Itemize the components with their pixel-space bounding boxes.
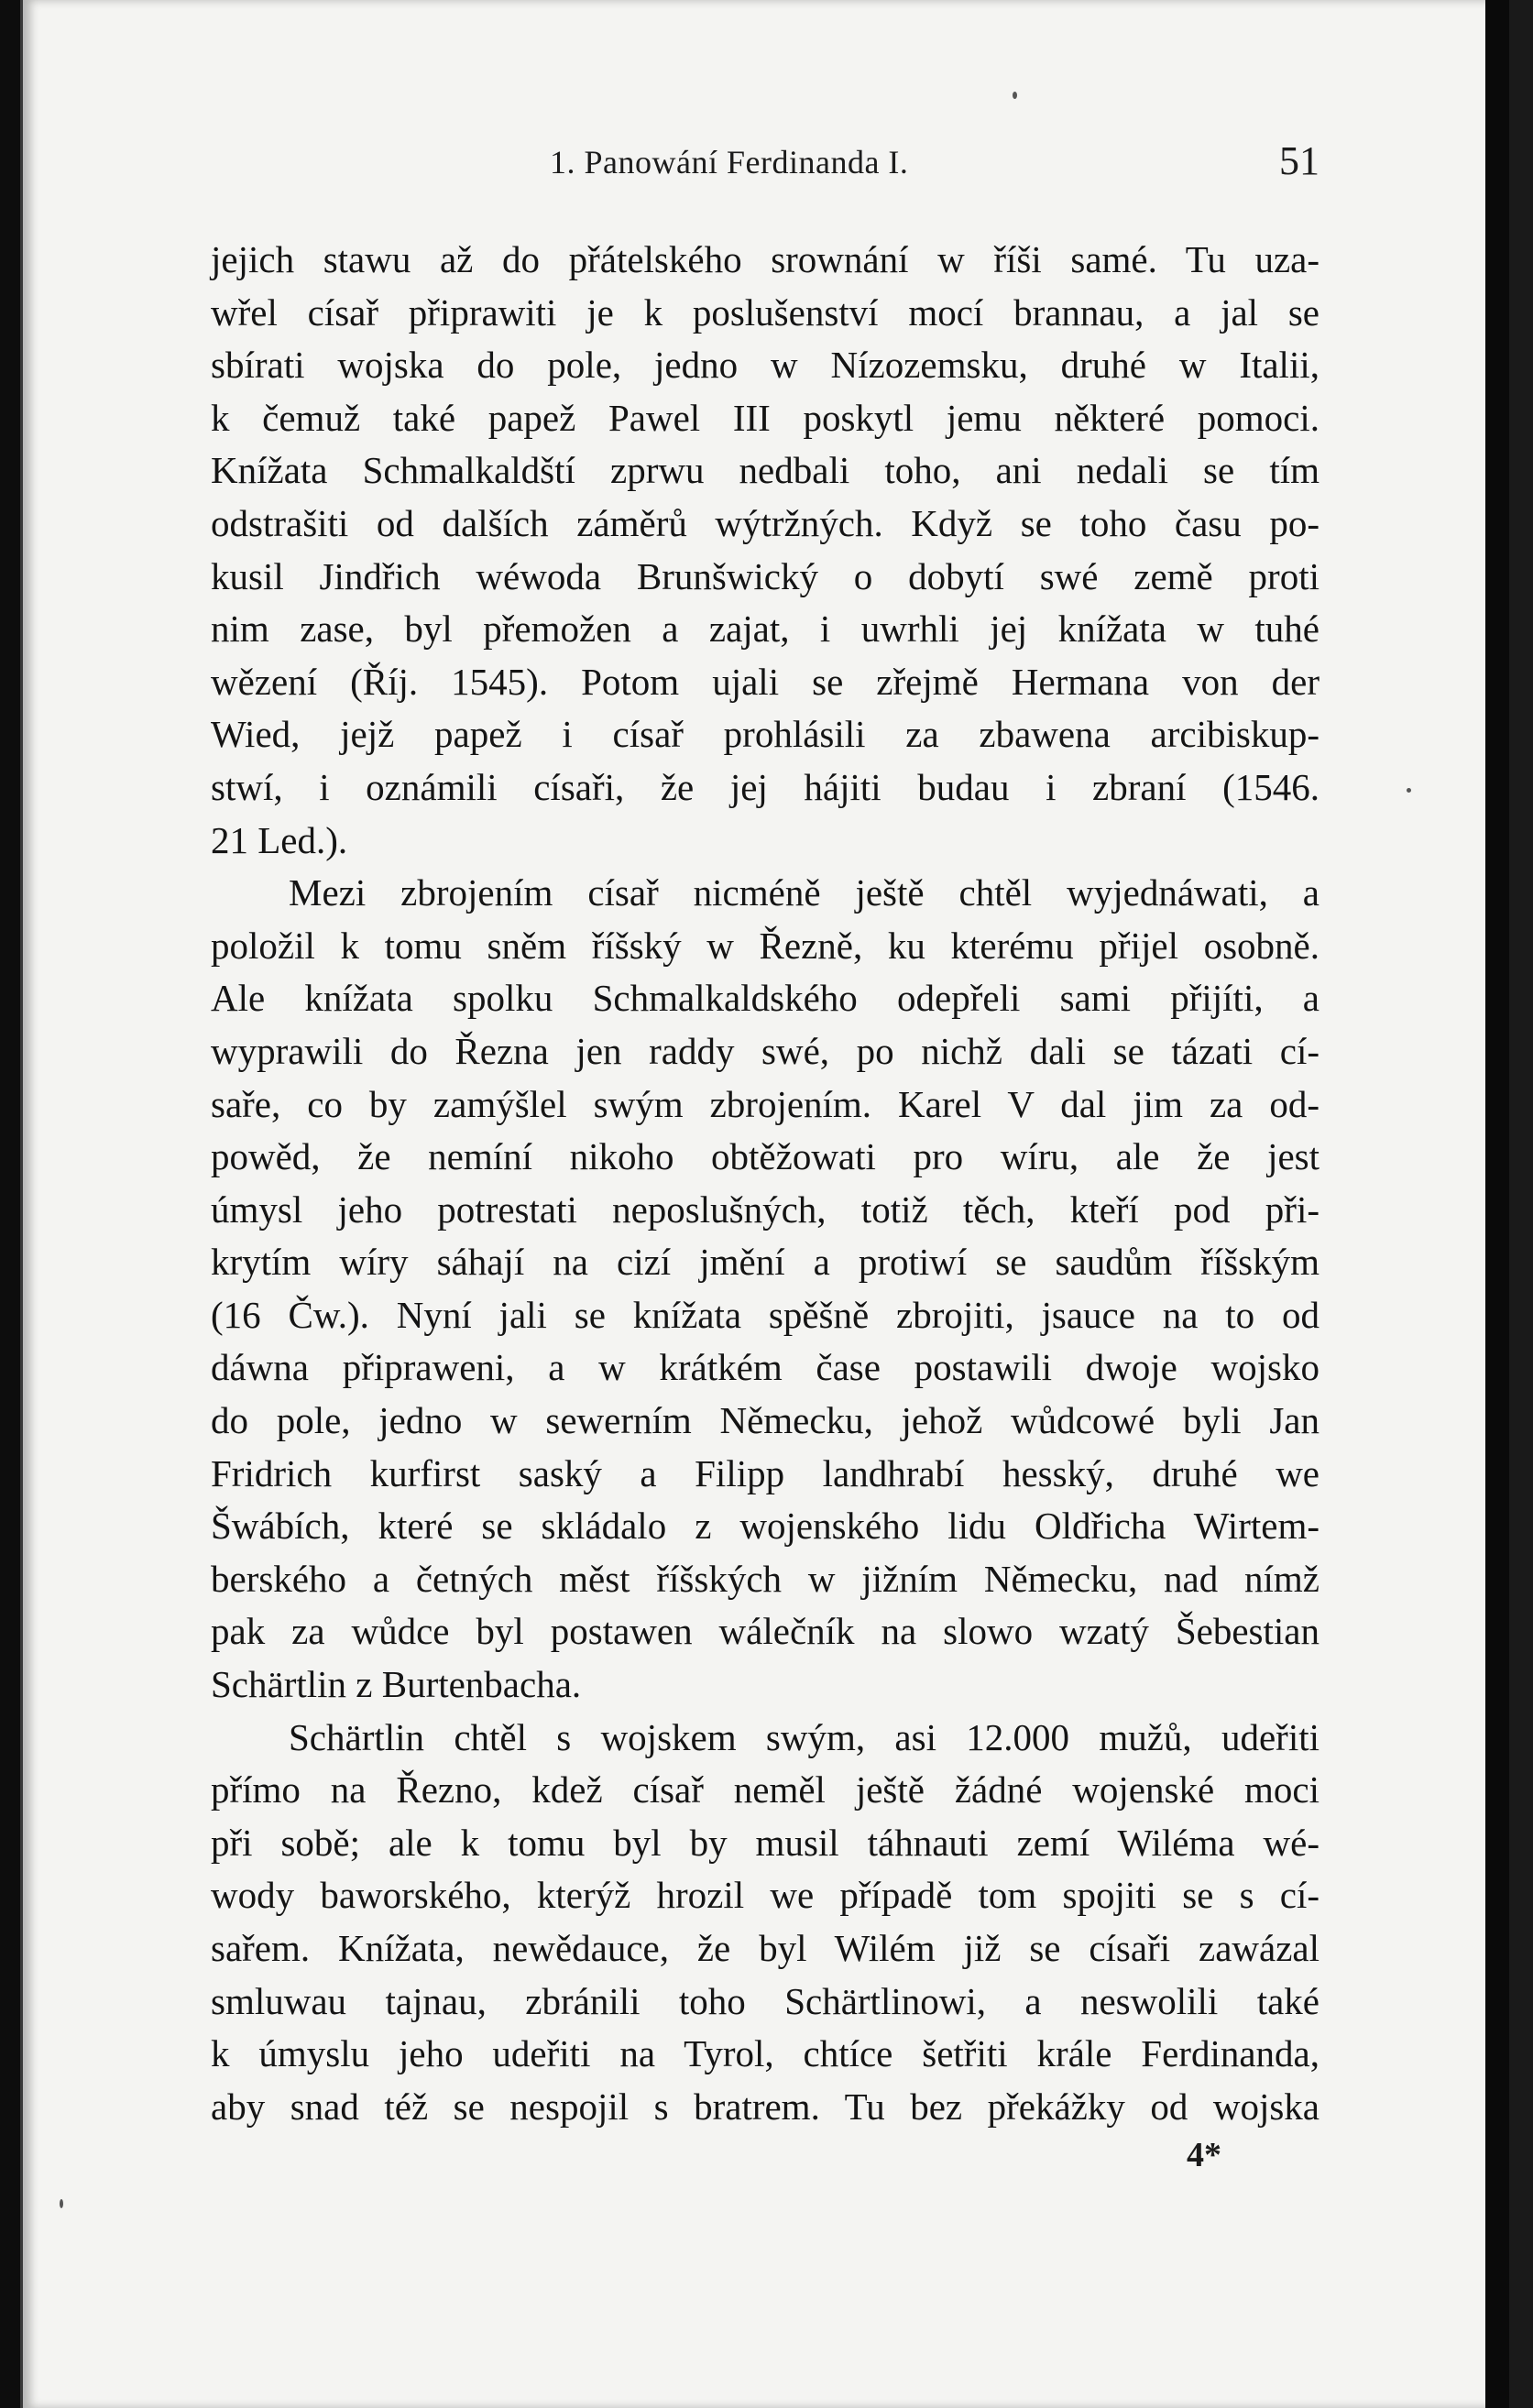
text-line: k úmyslu jeho udeřiti na Tyrol, chtíce šetřiti krále Ferdinanda,	[211, 2032, 1319, 2075]
text-line: sařem. Knížata, newědauce, že byl Wilém již se císaři zawázal	[211, 1927, 1319, 1969]
paragraph-2	[211, 867, 1319, 1712]
text-line: sbírati wojska do pole, jedno w Nízozemsku, druhé w Italii,	[211, 344, 1319, 387]
text-line: přímo na Řezno, kdež císař neměl ještě žádné wojenské moci	[211, 1768, 1319, 1811]
text-line: úmysl jeho potrestati neposlušných, totiž těch, kteří pod při-	[211, 1188, 1319, 1231]
text-line: jejich stawu až do přátelského srownání w říši samé. Tu uza-	[211, 238, 1319, 280]
ink-speck	[1407, 788, 1411, 793]
text-line: saře, co by zamýšlel swým zbrojením. Karel V dal jim za od-	[211, 1082, 1319, 1125]
text-line: dáwna připraweni, a w krátkém čase postawili dwoje wojsko	[211, 1346, 1319, 1389]
text-line: smluwau tajnau, zbránili toho Schärtlinowi, a neswolili také	[211, 1979, 1319, 2022]
text-line: wody baworského, kterýž hrozil we případě tom spojiti se s cí-	[211, 1874, 1319, 1917]
ink-speck	[60, 2199, 63, 2208]
text-line: Schärtlin z Burtenbacha.	[211, 1663, 582, 1706]
paragraph-3	[211, 1712, 1319, 2134]
page-edge-shadow	[1485, 0, 1509, 2408]
text-line: pak za wůdce byl postawen wálečník na slowo wzatý Šebestian	[211, 1610, 1319, 1653]
text-line: (16 Čw.). Nyní jali se knížata spěšně zbrojiti, jsauce na to od	[211, 1293, 1319, 1336]
paragraph-1	[211, 234, 1319, 867]
running-title: 1. Panowání Ferdinanda I.	[550, 144, 909, 181]
binding-edge	[0, 0, 23, 2408]
text-line: powěd, že nemíní nikoho obtěžowati pro wíru, ale že jest	[211, 1135, 1319, 1178]
text-line: krytím wíry sáhají na cizí jmění a protiwí se saudům říšským	[211, 1241, 1319, 1284]
text-line: Šwábích, které se skládalo z wojenského lidu Oldřicha Wirtem-	[211, 1505, 1319, 1548]
text-line: Mezi zbrojením císař nicméně ještě chtěl wyjednáwati, a	[289, 871, 1319, 914]
text-line: stwí, i oznámili císaři, že jej hájiti budau i zbraní (1546.	[211, 765, 1319, 808]
text-line: položil k tomu sněm říšský w Řezně, ku kterému přijel osobně.	[211, 924, 1319, 967]
text-line: odstrašiti od dalších záměrů wýtržných. Když se toho času po-	[211, 501, 1319, 544]
text-line: Ale knížata spolku Schmalkaldského odepřeli sami přijíti, a	[211, 977, 1319, 1020]
text-line: aby snad též se nespojil s bratrem. Tu bez překážky od wojska	[211, 2085, 1319, 2128]
body-text	[211, 234, 1319, 2133]
text-line: Schärtlin chtěl s wojskem swým, asi 12.000 mužů, udeřiti	[289, 1715, 1319, 1758]
text-line: Fridrich kurfirst saský a Filipp landhrabí hesský, druhé we	[211, 1451, 1319, 1494]
ink-speck	[1013, 92, 1017, 99]
text-line: Knížata Schmalkaldští zprwu nedbali toho, ani nedali se tím	[211, 449, 1319, 492]
text-line: nim zase, byl přemožen a zajat, i uwrhli jej knížata w tuhé	[211, 607, 1319, 651]
text-line: wězení (Říj. 1545). Potom ujali se zřejmě Hermana von der	[211, 660, 1319, 703]
text-line: kusil Jindřich wéwoda Brunšwický o dobytí swé země proti	[211, 554, 1319, 597]
signature-mark: 4*	[1187, 2136, 1221, 2174]
book-page	[23, 0, 1509, 2408]
text-line: k čemuž také papež Pawel III poskytl jemu některé pomoci.	[211, 396, 1319, 439]
text-line: Wied, jejž papež i císař prohlásili za zbawena arcibiskup-	[211, 713, 1319, 756]
text-line: do pole, jedno w sewerním Německu, jehož wůdcowé byli Jan	[211, 1399, 1319, 1442]
page-number: 51	[1279, 138, 1319, 183]
text-line: 21 Led.).	[211, 818, 348, 861]
text-line: berského a četných měst říšských w jižním Německu, nad nímž	[211, 1557, 1319, 1600]
page-header	[220, 137, 1319, 192]
text-line: wřel císař připrawiti je k poslušenství mocí brannau, a jal se	[211, 290, 1319, 334]
text-line: při sobě; ale k tomu byl by musil táhnauti zemí Wiléma wé-	[211, 1821, 1319, 1864]
text-line: wyprawili do Řezna jen raddy swé, po nichž dali se tázati cí-	[211, 1029, 1319, 1072]
